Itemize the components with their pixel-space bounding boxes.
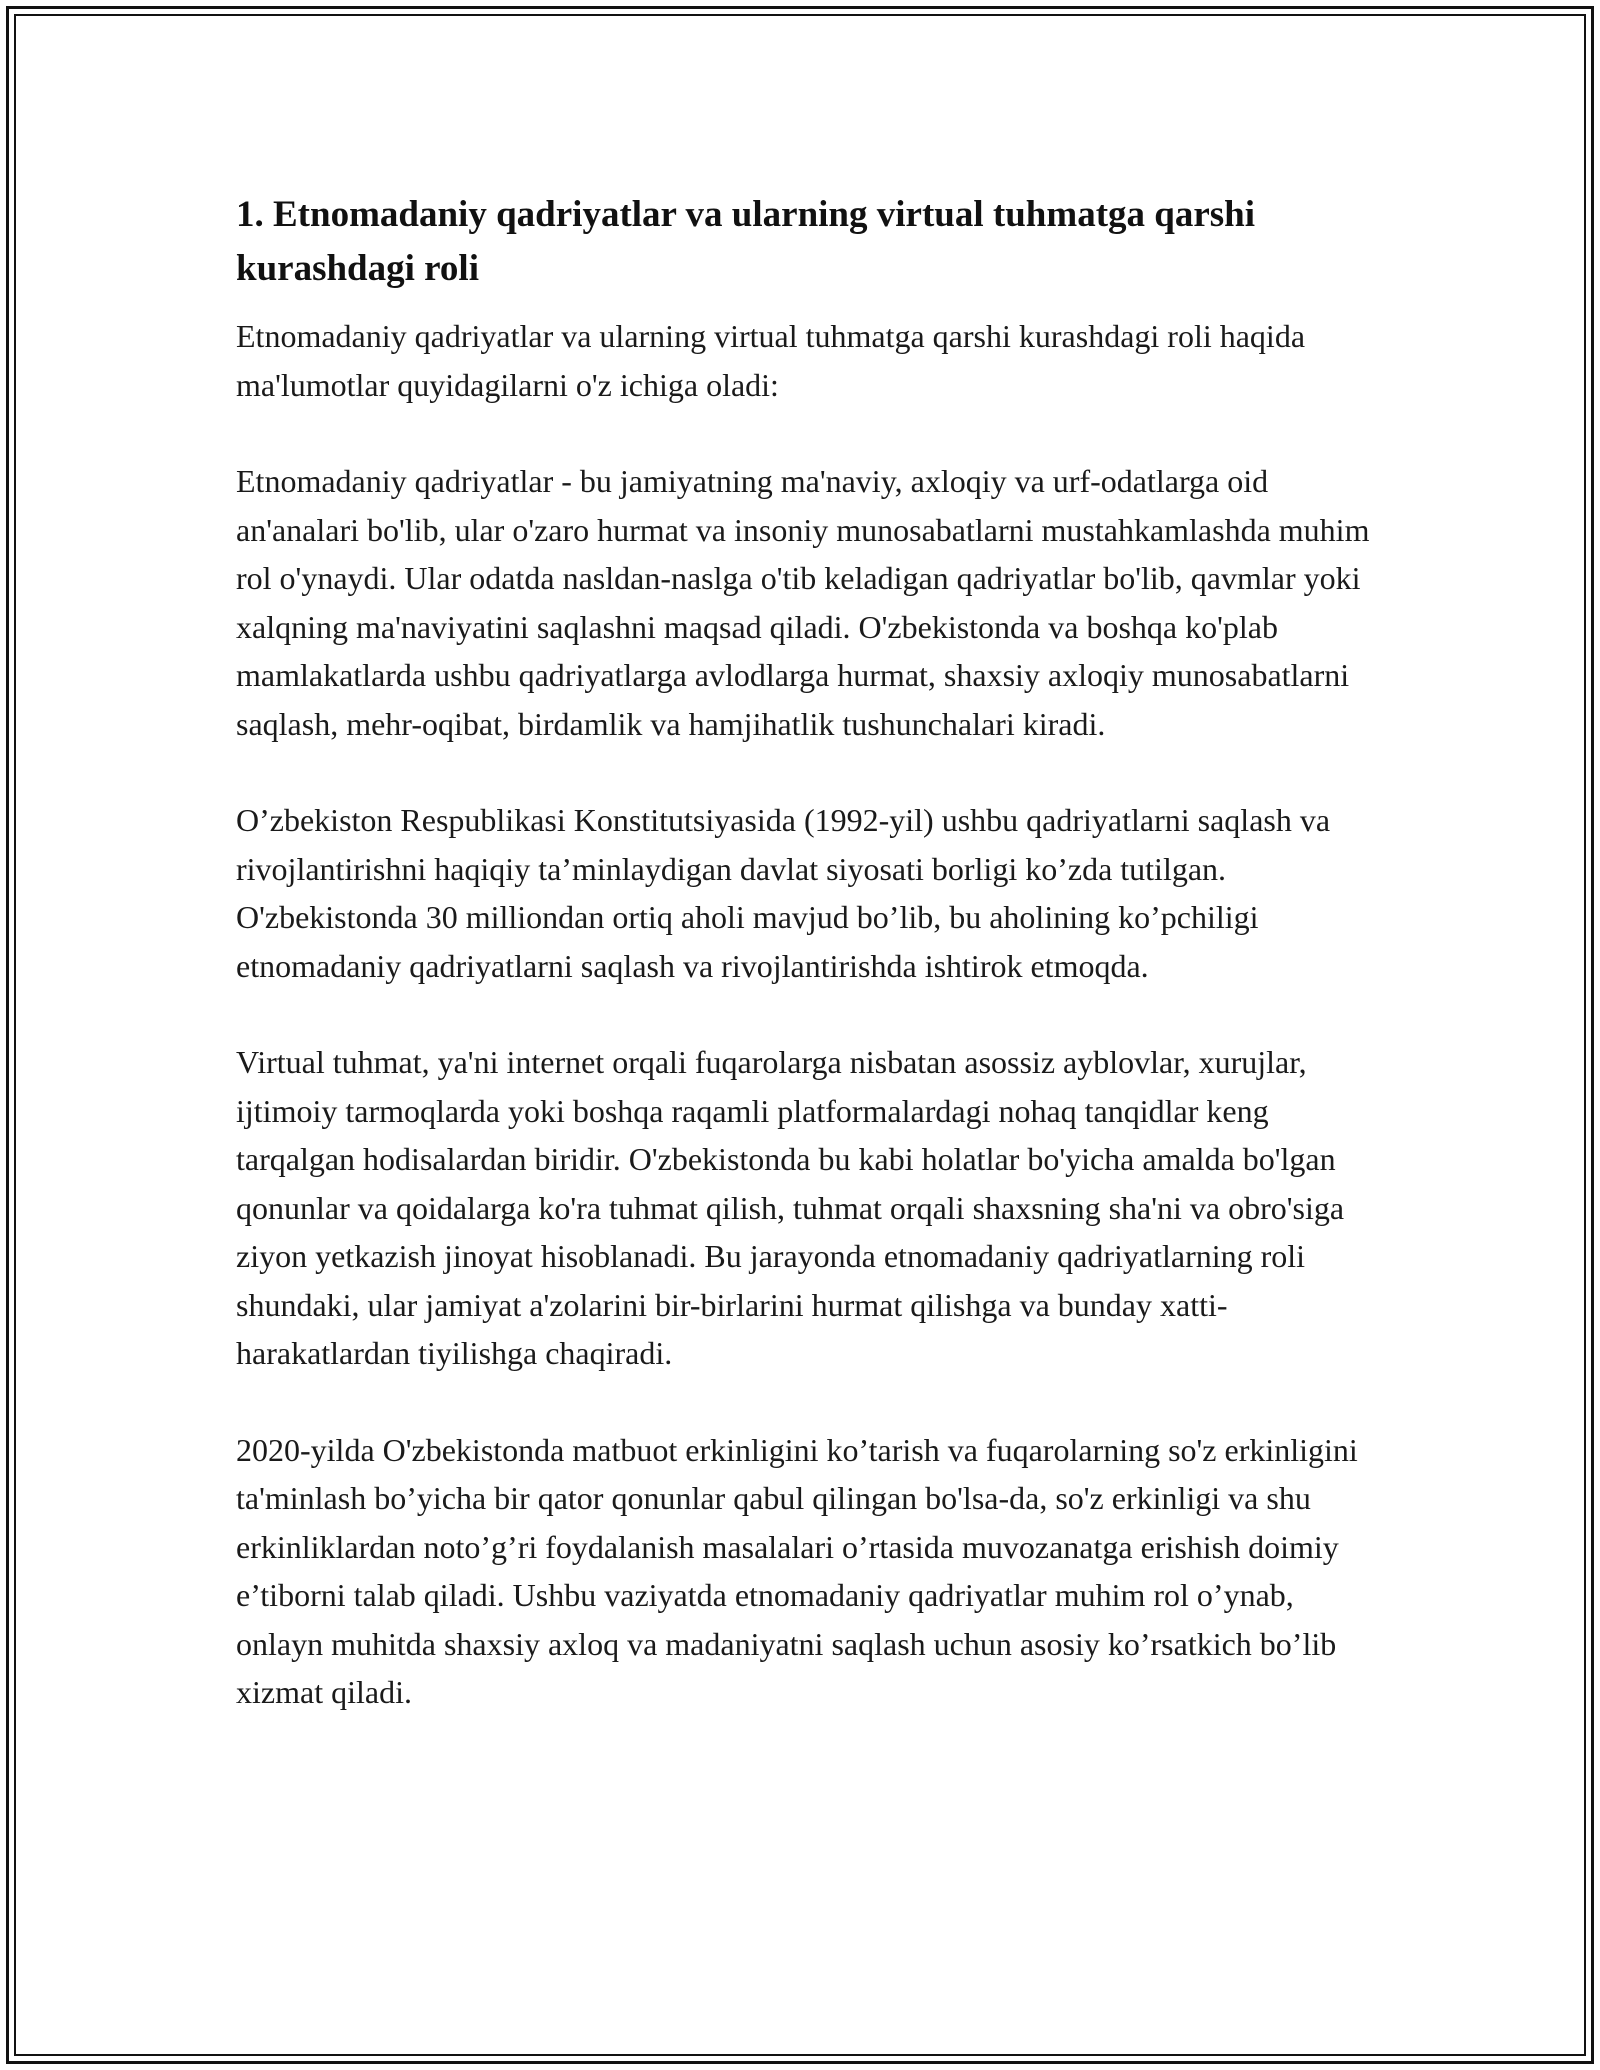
paragraph-press-freedom: 2020-yilda O'zbekistonda matbuot erkinligini ko’tarish va fuqarolarning so'z erkinligini ta'minlash bo’yicha bir qator qonunlar qabul qilingan bo'lsa-da, so'z erkinligi va shu erkinliklardan noto’g’ri foydalanish masalalari o’rtasida muvozanatga erishish doimiy e’tiborni talab qiladi. Ushbu vaziyatda etnomadaniy qadriyatlar muhim rol o’ynab, onlayn muhitda shaxsiy axloq va madaniyatni saqlash uchun asosiy ko’rsatkich bo’lib xizmat qiladi. bbox=[236, 1431, 1358, 1710]
paragraph-definition: Etnomadaniy qadriyatlar - bu jamiyatning ma'naviy, axloqiy va urf-odatlarga oid an'analari bo'lib, ular o'zaro hurmat va insoniy munosabatlarni mustahkamlashda muhim rol o'ynaydi. Ular odatda nasldan-naslga o'tib keladigan qadriyatlar bo'lib, qavmlar yoki xalqning ma'naviyatini saqlashni maqsad qiladi. O'zbekistonda va boshqa ko'plab mamlakatlarda ushbu qadriyatlarga avlodlarga hurmat, shaxsiy axloqiy munosabatlarni saqlash, mehr-oqibat, birdamlik va hamjihatlik tushunchalari kiradi. bbox=[236, 463, 1370, 742]
document-title: 1. Etnomadaniy qadriyatlar va ularning virtual tuhmatga qarshi kurashdagi roli bbox=[236, 194, 1256, 289]
paragraph-constitution: O’zbekiston Respublikasi Konstitutsiyasida (1992-yil) ushbu qadriyatlarni saqlash va rivojlantirishni haqiqiy ta’minlaydigan davlat siyosati borligi ko’zda tutilgan. O'zbekistonda 30 milliondan ortiq aholi mavjud bo’lib, bu aholining ko’pchiligi etnomadaniy qadriyatlarni saqlash va rivojlantirishda ishtirok etmoqda. bbox=[236, 802, 1331, 984]
document-body bbox=[236, 188, 1376, 1765]
paragraph-virtual-slander: Virtual tuhmat, ya'ni internet orqali fuqarolarga nisbatan asossiz ayblovlar, xurujlar, ijtimoiy tarmoqlarda yoki boshqa raqamli platformalardagi nohaq tanqidlar keng tarqalgan hodisalardan biridir. O'zbekistonda bu kabi holatlar bo'yicha amalda bo'lgan qonunlar va qoidalarga ko'ra tuhmat qilish, tuhmat orqali shaxsning sha'ni va obro'siga ziyon yetkazish jinoyat hisoblanadi. Bu jarayonda etnomadaniy qadriyatlarning roli shundaki, ular jamiyat a'zolarini bir-birlarini hurmat qilishga va bunday xatti-harakatlardan tiyilishga chaqiradi. bbox=[236, 1044, 1345, 1371]
paragraph-intro: Etnomadaniy qadriyatlar va ularning virtual tuhmatga qarshi kurashdagi roli haqida ma'lumotlar quyidagilarni o'z ichiga oladi: bbox=[236, 318, 1306, 403]
